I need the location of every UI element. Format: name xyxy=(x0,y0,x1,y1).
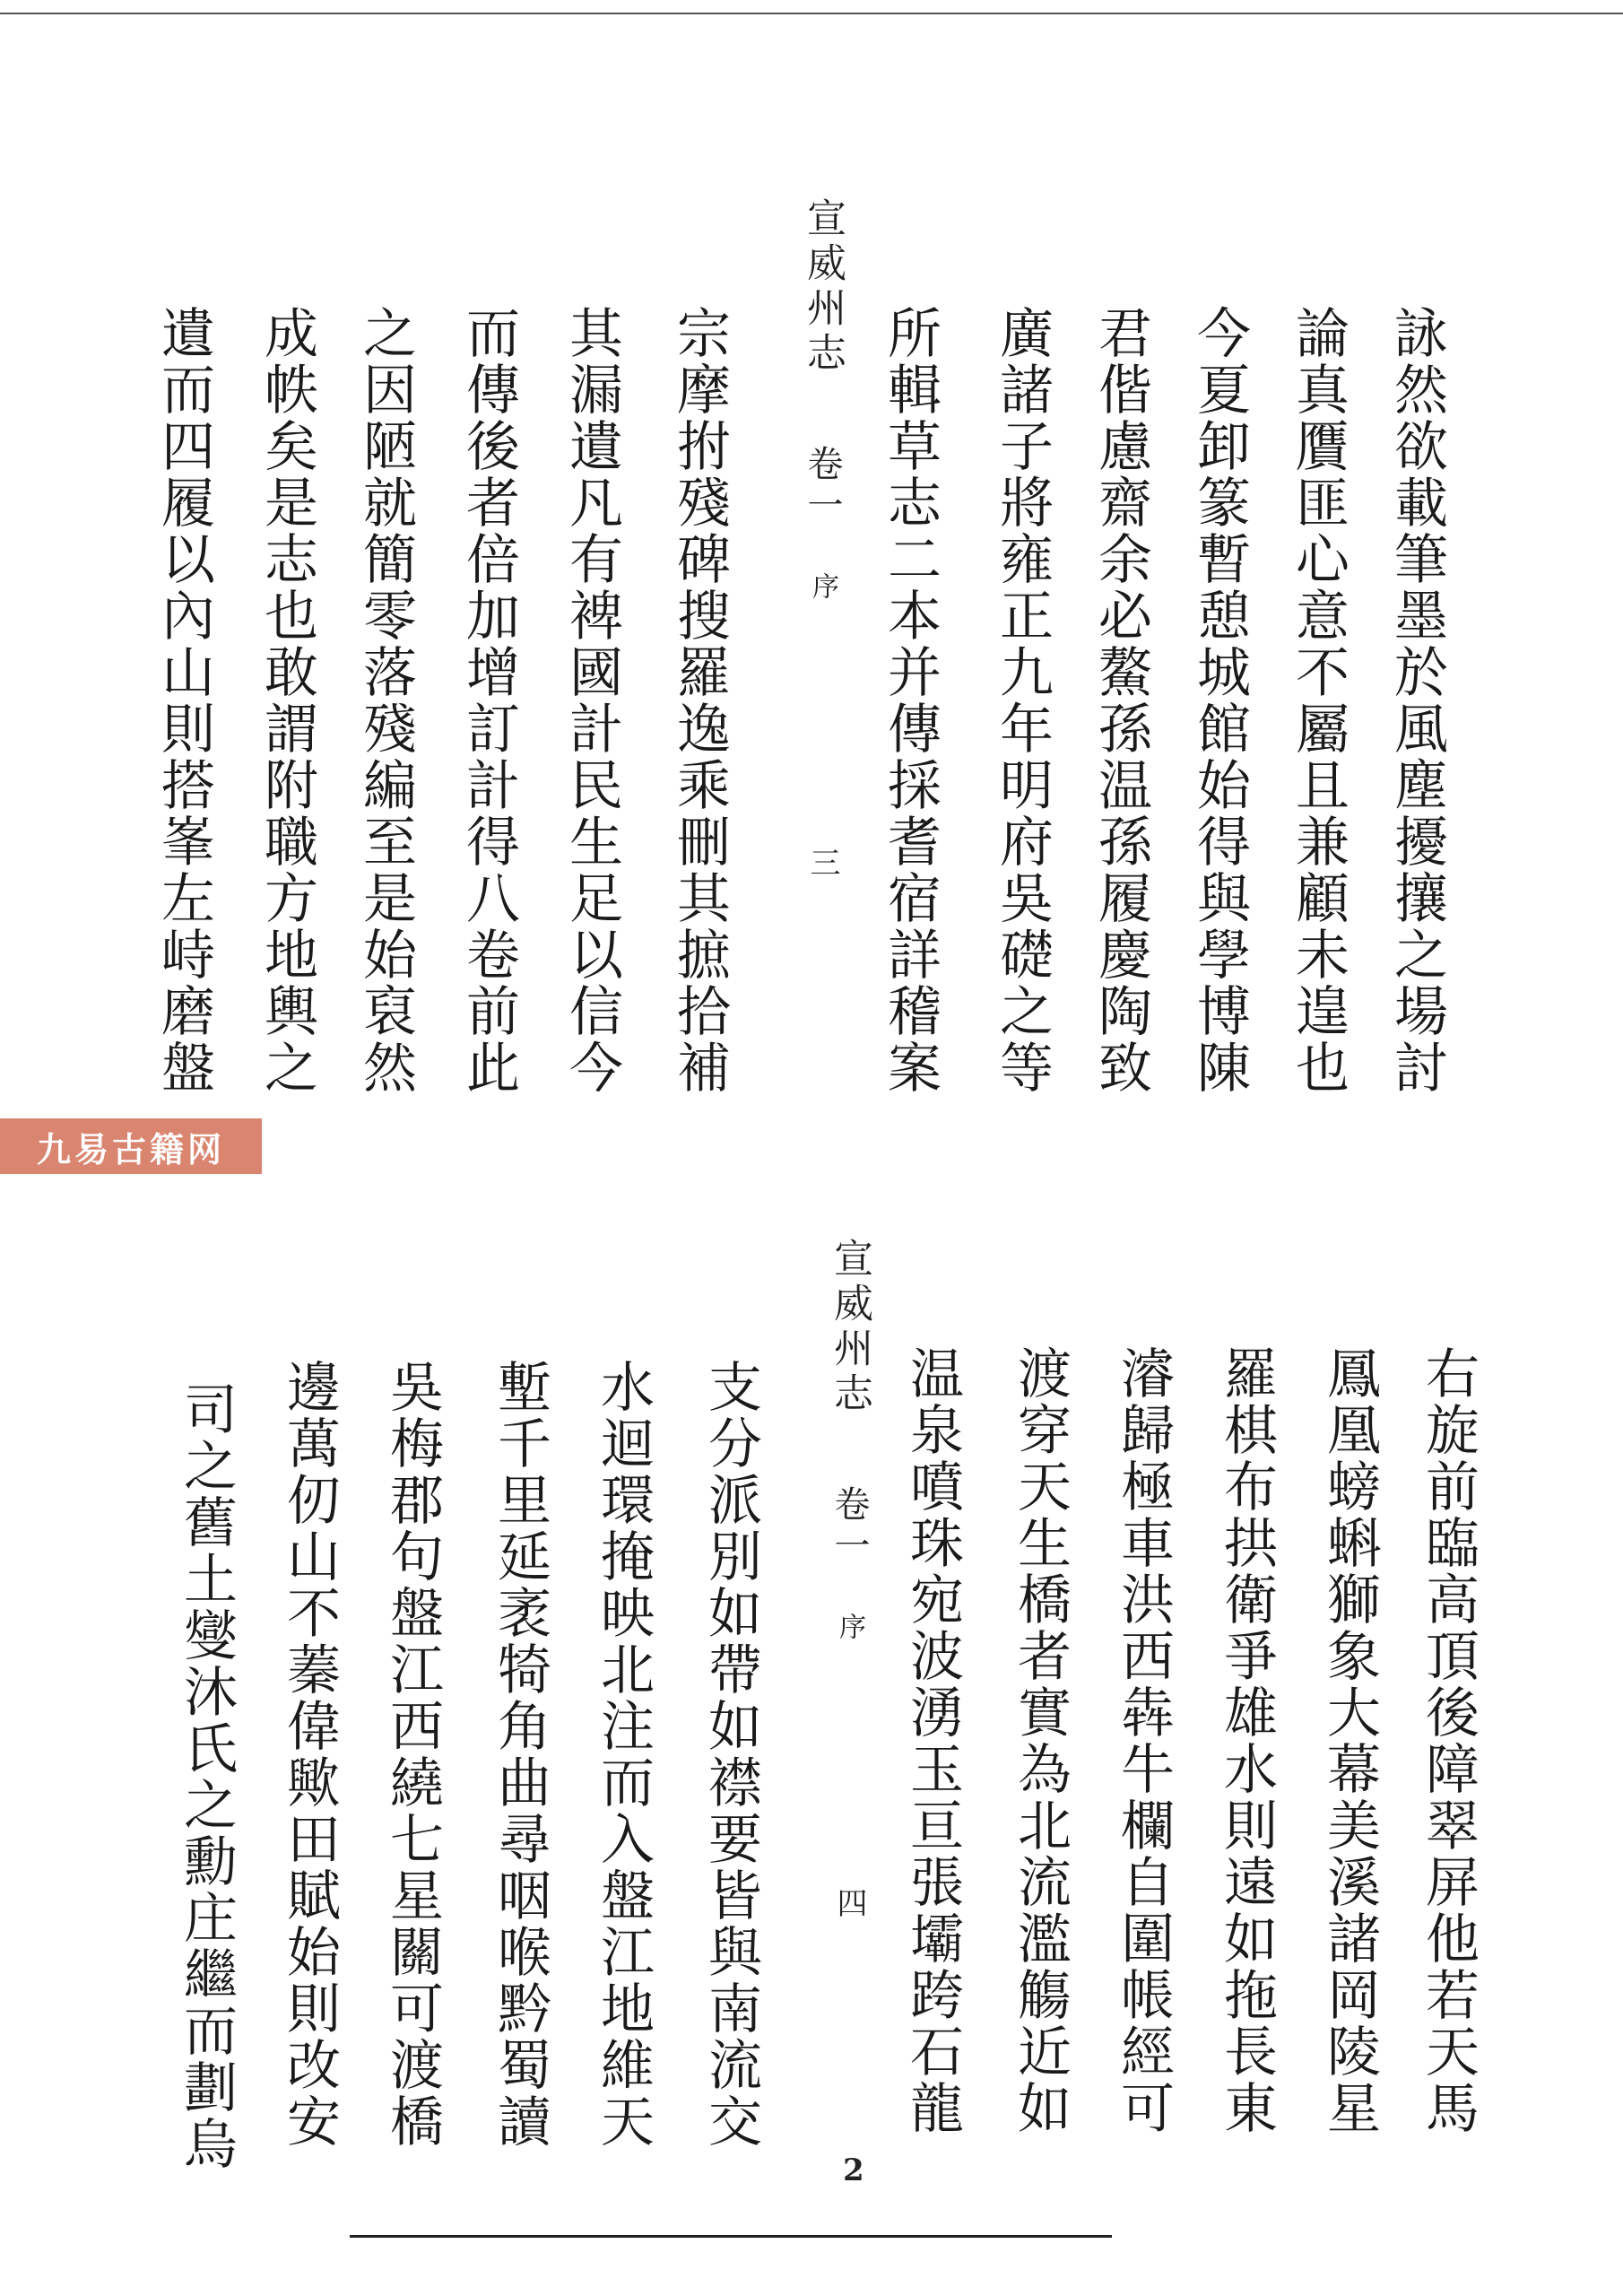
text-column: 之因陋就簡零落殘編至是始裒然 xyxy=(354,305,417,1096)
leaf-number: 三 xyxy=(804,847,840,883)
bottom-page xyxy=(0,1166,1623,2242)
text-column: 塹千里延袤犄角曲尋咽喉黔蜀讀 xyxy=(489,1359,551,2150)
text-column: 宗摩拊殘碑搜羅逸乘刪其摭拾補 xyxy=(668,305,731,1096)
text-column: 水迴環掩映北注而入盤江地維天 xyxy=(592,1359,655,2150)
text-column: 温泉噴珠宛波湧玉亘張壩跨石龍 xyxy=(901,1345,964,2136)
text-column: 司之舊土燮沐氏之勳庄繼而劃烏 xyxy=(175,1381,238,2172)
text-column: 渡穿天生橋者實為北流濫觴近如 xyxy=(1009,1345,1072,2136)
text-column: 邊萬仞山不蓁偉歟田賦始則改安 xyxy=(278,1359,341,2150)
text-column: 支分派別如帶如襟要皆與南流交 xyxy=(699,1359,762,2150)
text-column: 羅棋布拱衛爭雄水則遠如拖長東 xyxy=(1215,1345,1278,2136)
site-watermark: 九易古籍网 xyxy=(0,1118,262,1174)
text-column: 詠然欲載筆墨於風塵擾攘之場討 xyxy=(1385,305,1448,1096)
book-title: 宣威州志 xyxy=(827,1238,872,1417)
bottom-border-line xyxy=(350,2235,1112,2238)
volume-label: 卷一 xyxy=(802,445,843,527)
section-label: 序 xyxy=(807,572,838,604)
section-label: 序 xyxy=(834,1613,865,1645)
text-column: 廣諸子將雍正九年明府吳礎之等 xyxy=(991,305,1054,1096)
center-margin xyxy=(820,1238,878,1923)
text-column: 今夏卸篆暫憩城館始得與學博陳 xyxy=(1188,305,1251,1096)
text-column: 遺而四履以內山則搭峯左峙磨盤 xyxy=(152,305,215,1096)
text-column: 其漏遺凡有裨國計民生足以信今 xyxy=(560,305,623,1096)
book-title: 宣威州志 xyxy=(800,197,846,377)
text-column: 君偕慮齋余必鰲孫温孫履慶陶致 xyxy=(1089,305,1152,1096)
text-column: 濬歸極車洪西犇牛欄自圍帳經可 xyxy=(1112,1345,1175,2136)
text-column: 而傳後者倍加增訂計得八卷前此 xyxy=(457,305,520,1096)
center-margin xyxy=(794,197,851,883)
text-column: 吳梅郡句盤江西繞七星關可渡橋 xyxy=(381,1359,444,2150)
volume-label: 卷一 xyxy=(829,1485,870,1568)
text-column: 論真贋匪心意不屬且兼顧未遑也 xyxy=(1287,305,1350,1096)
text-column: 所輯草志二本并傳採耆宿詳稽案 xyxy=(879,305,942,1096)
text-column: 右旋前臨高頂後障翠屏他若天馬 xyxy=(1417,1345,1480,2136)
leaf-number: 四 xyxy=(831,1887,867,1923)
page-number: 2 xyxy=(843,2152,864,2188)
text-column: 鳳凰螃蝌獅象大幕美溪諸岡陵星 xyxy=(1318,1345,1381,2136)
text-column: 成帙矣是志也敢謂附職方地輿之 xyxy=(256,305,318,1096)
